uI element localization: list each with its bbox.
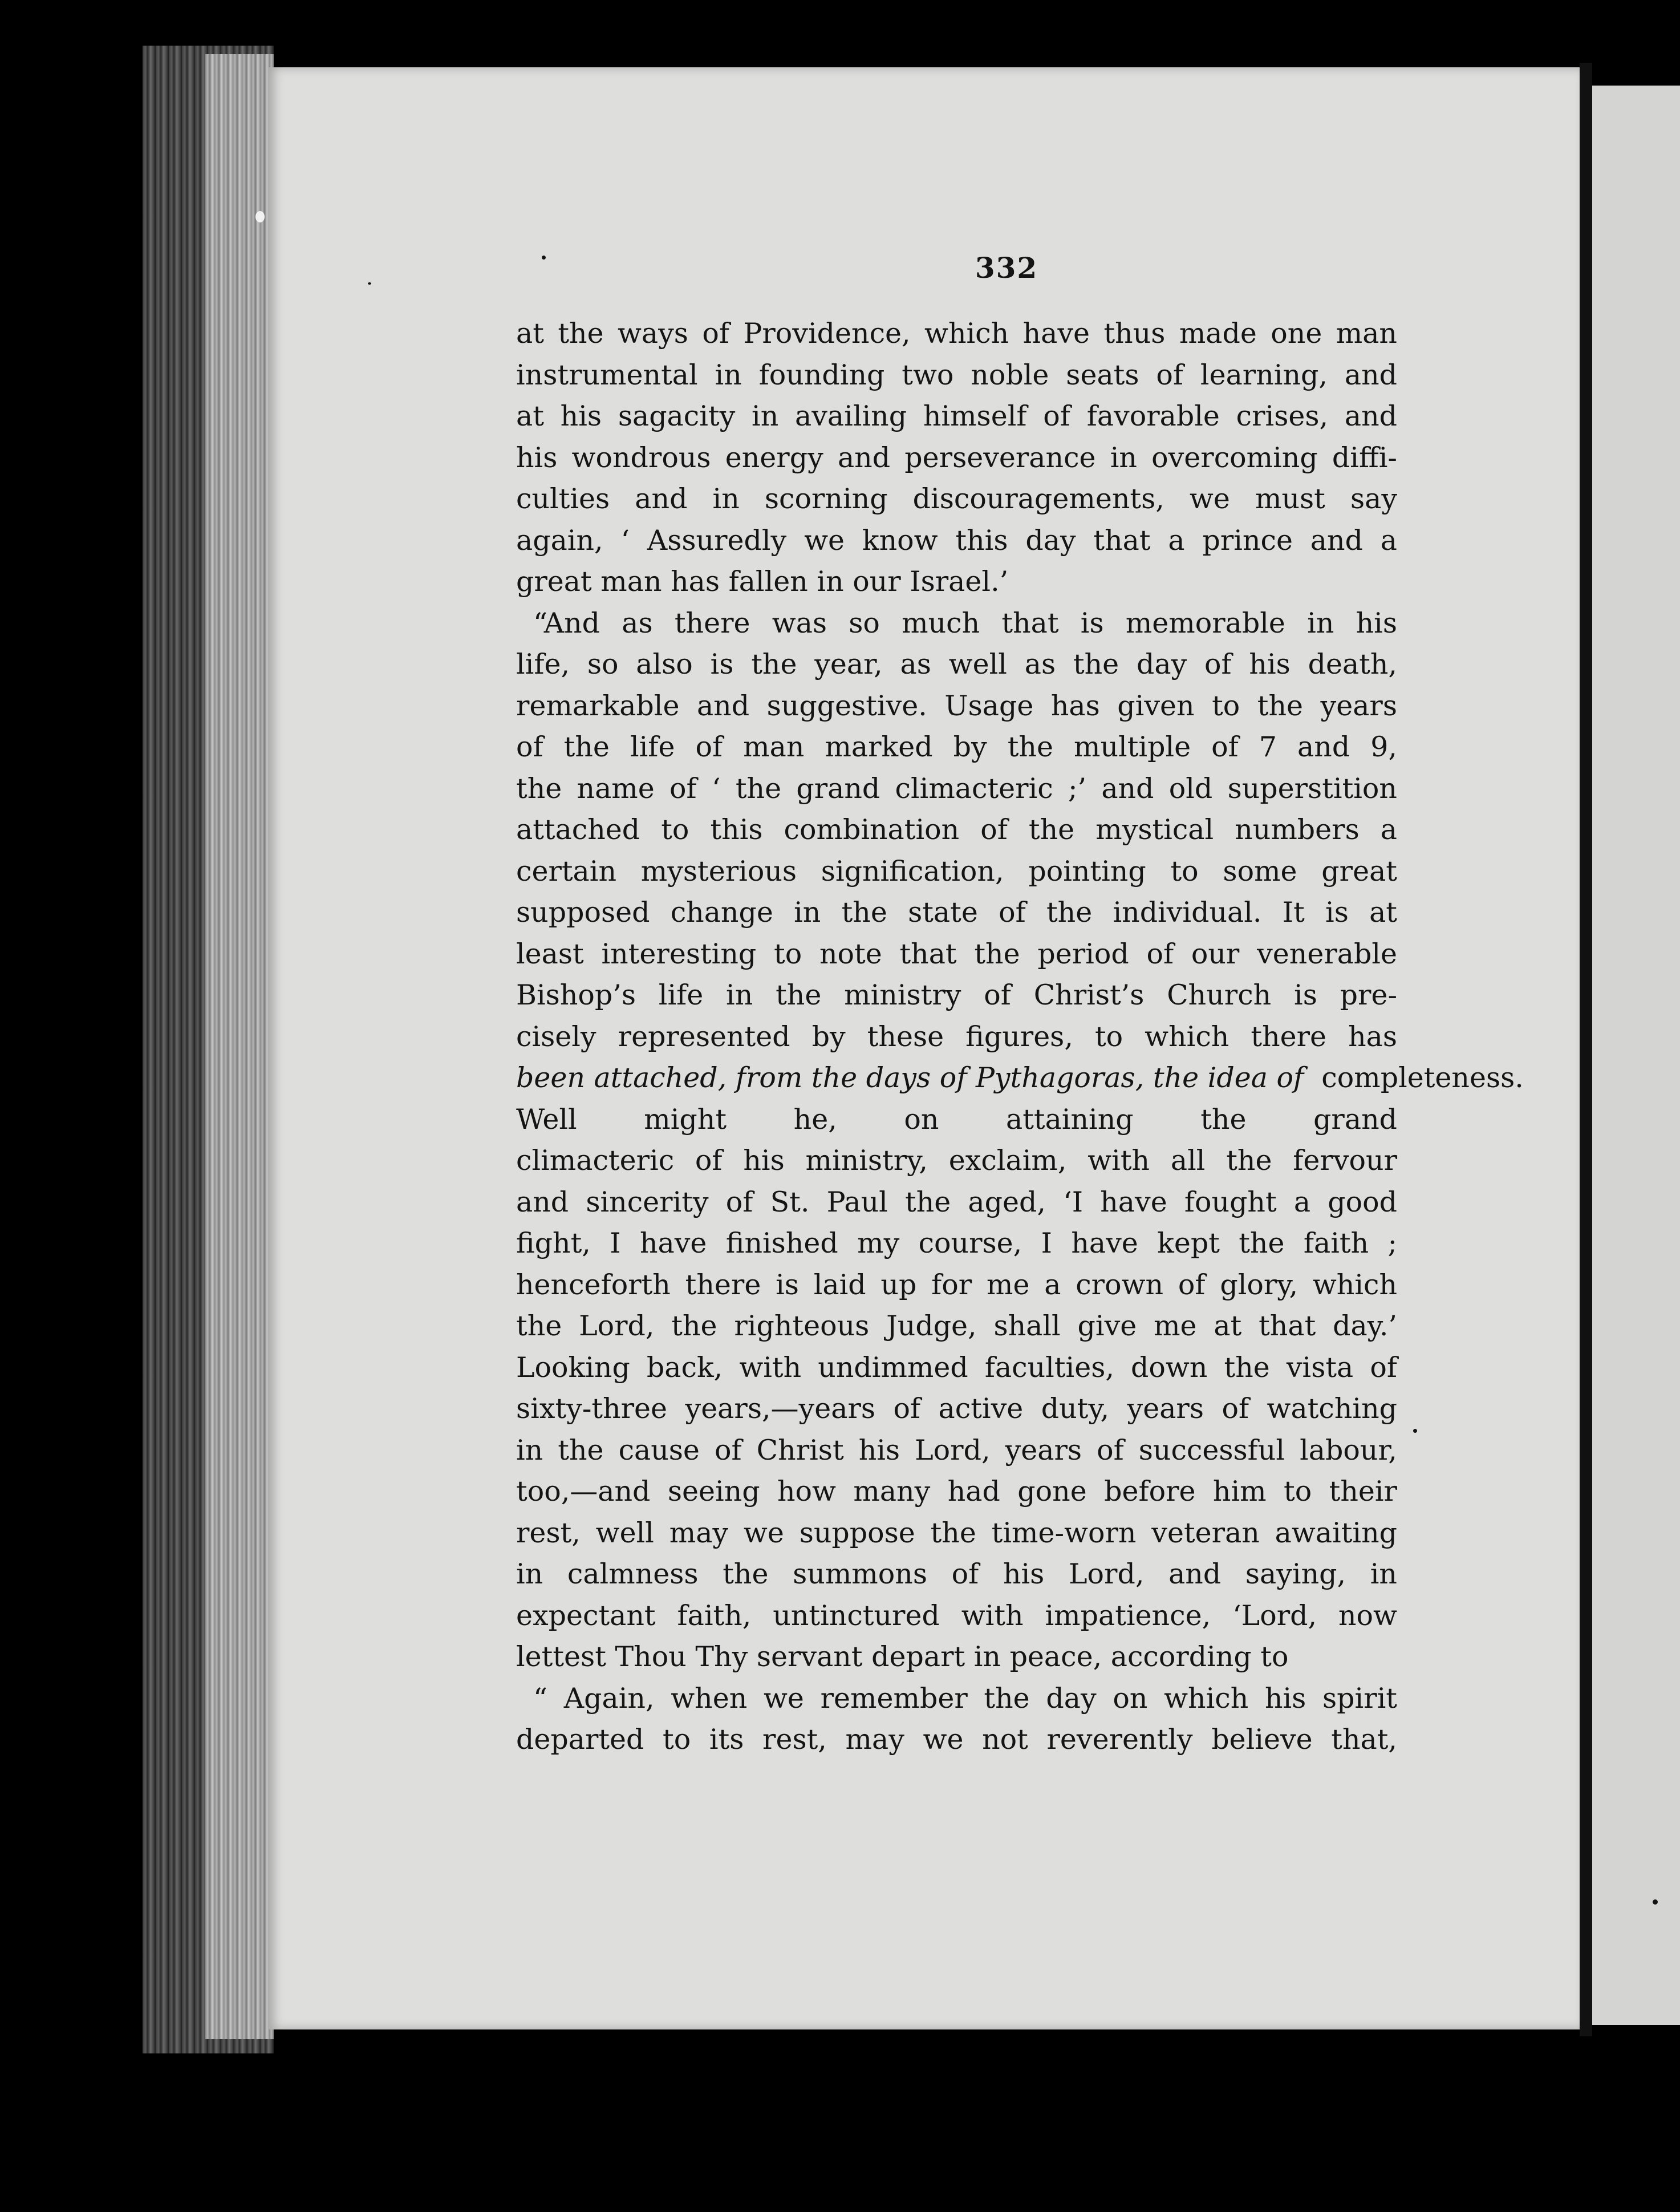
text-line: attached to this combination of the mystical numbers a xyxy=(516,813,1397,846)
text-line: life, so also is the year, as well as the day of his death, xyxy=(516,648,1397,680)
paragraph-1 xyxy=(516,313,1397,603)
text-line: rest, well may we suppose the time-worn veteran awaiting xyxy=(516,1516,1397,1549)
text-line: remarkable and suggestive. Usage has given to the years xyxy=(516,689,1397,722)
text-line: at his sagacity in availing himself of favorable crises, and xyxy=(516,400,1397,432)
text-line: in the cause of Christ his Lord, years of successful labour, xyxy=(516,1433,1397,1466)
text-line: his wondrous energy and perseverance in overcoming diffi- xyxy=(516,441,1397,474)
text-line: climacteric of his ministry, exclaim, with all the fervour xyxy=(516,1144,1397,1177)
dust-speck xyxy=(1413,1429,1417,1433)
text-line: departed to its rest, may we not reverently believe that, xyxy=(516,1723,1397,1756)
text-line: and sincerity of St. Paul the aged, ‘I have fought a good xyxy=(516,1185,1397,1218)
text-line: “And as there was so much that is memorable in his xyxy=(533,606,1397,639)
text-line: too,—and seeing how many had gone before him to their xyxy=(516,1475,1397,1508)
text-line: in calmness the summons of his Lord, and saying, in xyxy=(516,1558,1397,1590)
facing-page-edge xyxy=(1592,86,1680,2025)
text-line: culties and in scorning discouragements, we must say xyxy=(516,483,1397,515)
dust-speck xyxy=(368,282,371,285)
text-line: fight, I have finished my course, I have kept the faith ; xyxy=(516,1227,1397,1259)
italic-word: been attached, from the days of Pythagoras, the idea of xyxy=(516,1062,1304,1094)
page-number: 332 xyxy=(975,251,1038,285)
text-line: least interesting to note that the period of our venerable xyxy=(516,937,1397,970)
text-line: instrumental in founding two noble seats of learning, and xyxy=(516,358,1397,391)
text-line: supposed change in the state of the individual. It is at xyxy=(516,896,1397,929)
page-content xyxy=(516,251,1524,1761)
text-line xyxy=(516,1058,1524,1099)
paragraph-2 xyxy=(516,603,1524,1678)
text-line: lettest Thou Thy servant depart in peace, according to xyxy=(516,1640,1289,1673)
text-line: again, ‘ Assuredly we know this day that a prince and a xyxy=(516,524,1397,557)
text-line: cisely represented by these figures, to which there has xyxy=(516,1020,1397,1053)
dust-speck xyxy=(255,211,265,222)
text-line: Well might he, on attaining the grand xyxy=(516,1103,1397,1136)
book-page-edges-inner xyxy=(205,54,274,2039)
text-line: at the ways of Providence, which have thus made one man xyxy=(516,317,1397,350)
text-line: certain mysterious signification, pointing to some great xyxy=(516,854,1397,888)
text-run: completeness. xyxy=(1321,1062,1524,1094)
text-line: of the life of man marked by the multiple of 7 and 9, xyxy=(516,731,1397,763)
text-line: the Lord, the righteous Judge, shall give me at that day.’ xyxy=(516,1310,1397,1342)
text-line: expectant faith, untinctured with impatience, ‘Lord, now xyxy=(516,1599,1397,1632)
dust-speck xyxy=(1653,1899,1658,1905)
text-line: the name of ‘ the grand climacteric ;’ and old superstition xyxy=(516,772,1397,805)
text-line: “ Again, when we remember the day on which his spirit xyxy=(533,1682,1397,1715)
text-line: Bishop’s life in the ministry of Christ’s Church is pre- xyxy=(516,979,1397,1011)
book-gutter xyxy=(1580,63,1592,2036)
text-line: great man has fallen in our Israel.’ xyxy=(516,565,1009,598)
text-line: Looking back, with undimmed faculties, down the vista of xyxy=(516,1351,1397,1384)
text-line: henceforth there is laid up for me a crown of glory, which xyxy=(516,1268,1397,1301)
text-line: sixty-three years,—years of active duty, years of watching xyxy=(516,1392,1397,1425)
paragraph-3 xyxy=(516,1678,1397,1761)
